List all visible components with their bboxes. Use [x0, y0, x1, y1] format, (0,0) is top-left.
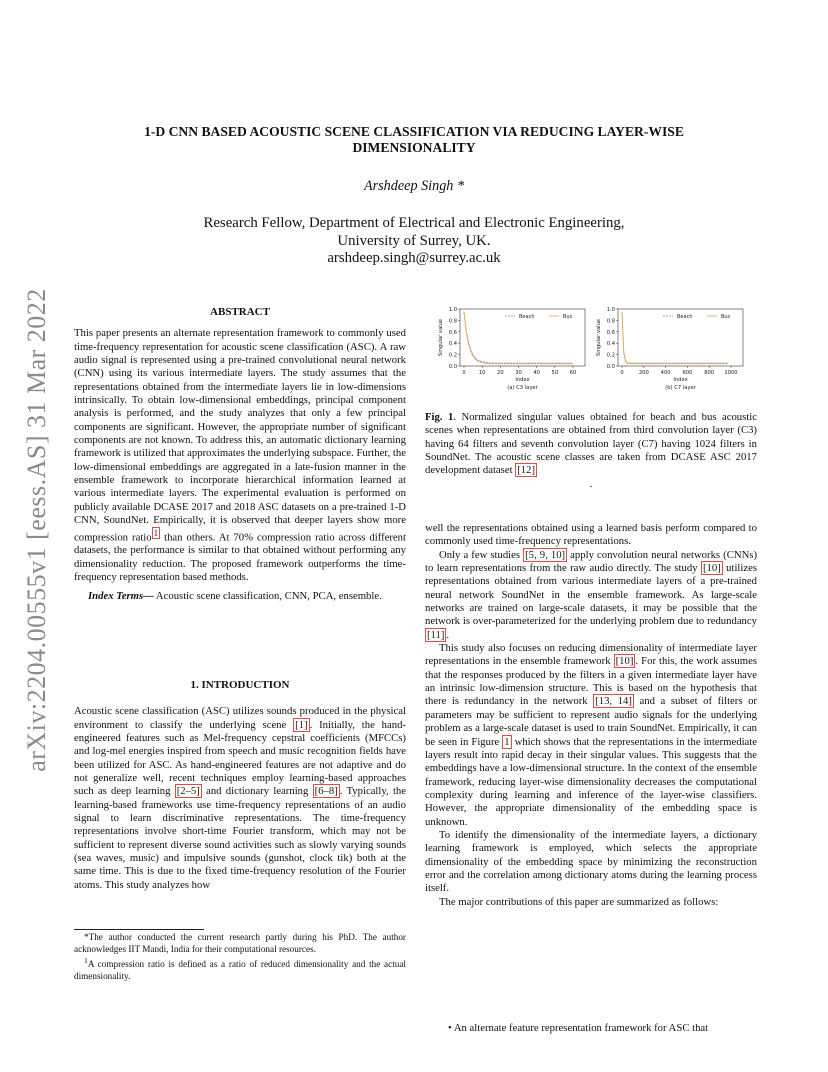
p2-text-a: This study also focuses on reducing dimensionality of intermediate layer representations in the ensemble framework — [425, 642, 757, 668]
figure-caption-text: . Normalized singular values obtained for beach and bus acoustic scenes when representations are obtained from third convolution layer (C3) having 64 filters and seventh convolution layer (C7) having 1024 filters in SoundNet. The acoustic scene classes are taken from DCASE ASC 2017 development dataset — [425, 411, 757, 477]
paper-title — [80, 124, 748, 156]
x-tick-label: 0 — [462, 370, 466, 376]
abstract-section — [74, 306, 406, 604]
figure-caption-dot: . — [589, 477, 593, 490]
citation-link[interactable]: [12] — [517, 464, 536, 477]
footnote-link-1[interactable]: 1 — [153, 527, 159, 538]
legend-label-bus: Bus — [721, 314, 731, 320]
right-column — [425, 522, 757, 909]
introduction-section — [74, 679, 406, 892]
title-line-1: 1-D CNN BASED ACOUSTIC SCENE CLASSIFICATION VIA REDUCING LAYER-WISE — [144, 124, 684, 139]
y-tick-label: 0.0 — [606, 364, 615, 370]
y-tick-label: 0.8 — [606, 318, 615, 325]
x-tick-label: 30 — [515, 370, 522, 376]
citation-link[interactable]: [6–8] — [314, 785, 338, 798]
x-tick-label: 0 — [620, 370, 624, 376]
series-beach-line — [622, 312, 728, 363]
index-terms-text: Acoustic scene classification, CNN, PCA, ensemble. — [153, 590, 382, 603]
index-terms — [74, 590, 406, 603]
x-tick-label: 60 — [569, 370, 577, 376]
y-tick-label: 0.0 — [448, 364, 457, 370]
intro-paragraph — [74, 705, 406, 892]
footnote-one-mark: 1 — [84, 956, 88, 965]
x-tick-label: 800 — [704, 370, 715, 376]
index-terms-label: Index Terms— — [88, 590, 154, 603]
citation-link[interactable]: [5, 9, 10] — [525, 548, 566, 561]
y-tick-label: 0.2 — [448, 352, 457, 359]
author-name: Arshdeep Singh * — [363, 178, 465, 194]
footnotes — [74, 932, 406, 982]
y-tick-label: 0.2 — [606, 352, 615, 359]
abstract-text-b: than others. At 70% compression ratio across different datasets, the performance is similar to that obtained without performing any dimensionality reduction. The proposed framework outperforms the time-frequency representation based methods. — [74, 531, 406, 584]
x-tick-label: 20 — [497, 370, 504, 376]
abstract-text — [74, 327, 406, 584]
x-tick-label: 10 — [478, 370, 486, 376]
title-line-2: DIMENSIONALITY — [352, 140, 476, 155]
series-bus-line — [464, 312, 573, 363]
intro-text-3: and dictionary learning — [201, 785, 313, 798]
figure-link[interactable]: 1 — [504, 735, 510, 748]
right-paragraph-3: To identify the dimensionality of the intermediate layers, a dictionary learning framework is employed, which selects the appropriate dimensionality of the embedding space by minimizing the reconstruction error and the correlation among dictionary atoms during the learning process itself. — [425, 828, 757, 895]
footnote-star: *The author conducted the current research partly during his PhD. The author acknowledges IIT Mandi, India for their computational resources. — [74, 932, 406, 954]
y-tick-label: 1.0 — [606, 307, 615, 313]
x-tick-label: 1000 — [724, 370, 738, 376]
figure-caption-label: Fig. 1 — [425, 411, 454, 423]
plot-caption: (b) C7 layer — [665, 385, 696, 391]
arxiv-sidebar-stamp — [17, 270, 57, 790]
affiliation — [80, 215, 748, 268]
legend-label-bus: Bus — [563, 314, 573, 320]
intro-text-2: . Initially, the hand-engineered features such as Mel-frequency cepstral coefficients (MFCCs) and log-mel energies inspired from speech and music recognition fields have been utilized for ASC. As hand-engineered features are not adaptive and do not generalize well, recent techniques employ learning-based approaches such as deep learning — [74, 718, 406, 798]
x-axis-label: Index — [515, 377, 530, 383]
y-tick-label: 0.6 — [448, 329, 457, 336]
y-axis-label: Singular value — [596, 318, 602, 357]
intro-text-4: . Typically, the learning-based frameworks use time-frequency representations of an audio signal to learn discriminative representations. The time-frequency representations involve short-time Fourier transform, which may not be sufficient to represent diverse sound activities such as slowly varying sounds (sea waves, music) and impulsive sounds (gunshot, clock tik) both at the same time. This is due to the fixed time-frequency resolution of the Fourier atoms. This study analyzes how — [74, 785, 406, 891]
citation-link[interactable]: [1] — [295, 718, 308, 731]
p2-text-b: . For this, the work assumes that the responses produced by the filters in a given intermediate layer have an intrinsic low-dimension structure. This is based on the hypothesis that there is redundancy in the network — [425, 655, 757, 708]
y-tick-label: 0.8 — [448, 318, 457, 325]
figure-1-plots — [425, 303, 763, 403]
legend-label-beach: Beach — [519, 314, 535, 320]
citation-link[interactable]: [13, 14] — [595, 695, 632, 708]
p2-text-d: which shows that the representations in the intermediate layers result into rapid decay in their singular values. This suggests that the embeddings have a low-dimensional structure. In the context of the ensemble framework, reducing layer-wise dimensionality decreases the computational complexity during learning and inference of the layer-wise classifiers. However, the appropriate dimensionality of the embedding space is unknown. — [425, 735, 757, 828]
series-bus-line — [622, 312, 728, 363]
figure-1-caption — [425, 411, 757, 491]
affiliation-line-2: University of Surrey, UK. — [337, 232, 491, 249]
p1-text-c: utilizes representations obtained from various intermediate layers of a pre-trained neural network SoundNet in the ensemble framework. As large-scale networks are trained on large-scale datasets, it may be possible that the network is over-parameterized for the underlying problem due to redundancy — [425, 562, 757, 628]
abstract-text-a: This paper presents an alternate representation framework to commonly used time-frequency representation for acoustic scene classification (ASC). A raw audio signal is represented using a pre-trained convolutional neural network (CNN) using its various intermediate layers. The study assumes that the representations obtained from the intermediate layers lie in low-dimensions intrinsically. To obtain low-dimensional embeddings, principal component analysis is performed, and the study analyzes that only a few principal components are significant. However, the appropriate number of significant components are not known. To address this, an automatic dictionary learning framework is utilized that approximates the underlying subspace. Further, the low-dimensional embeddings are aggregated in a late-fusion manner in the ensemble framework to incorporate hierarchical information learned at various intermediate layers. The experimental evaluation is performed on publicly available DCASE 2017 and 2018 ASC datasets on a pre-trained 1-D CNN, SoundNet. Empirically, it is observed that deeper layers show more compression ratio — [74, 327, 406, 544]
p2-text-c: and a subset of filters or parameters may be sufficient to represent audio signals for the underlying problem as a large-scale dataset is used to train SoundNet. Empirically, it can be seen in Figure — [425, 695, 757, 748]
y-axis-label: Singular value — [438, 318, 444, 357]
x-axis-label: Index — [673, 377, 688, 383]
x-tick-label: 50 — [551, 370, 559, 376]
footnote-one — [74, 955, 406, 982]
citation-link[interactable]: [10] — [615, 655, 634, 668]
x-tick-label: 200 — [638, 370, 649, 376]
legend-label-beach: Beach — [677, 314, 693, 320]
affiliation-line-1: Research Fellow, Department of Electrical and Electronic Engineering, — [203, 215, 625, 231]
x-tick-label: 400 — [660, 370, 671, 376]
right-paragraph-2 — [425, 642, 757, 829]
citation-link[interactable]: [10] — [702, 562, 721, 575]
author-email[interactable]: arshdeep.singh@surrey.ac.uk — [327, 250, 501, 266]
p1-text-d: . — [446, 628, 450, 641]
y-tick-label: 0.4 — [448, 341, 457, 348]
p1-text-a: Only a few studies — [439, 548, 524, 561]
x-tick-label: 600 — [682, 370, 693, 376]
footnote-rule — [74, 929, 204, 930]
arxiv-id: arXiv:2204.00555v1 [eess.AS] 31 Mar 2022 — [22, 288, 51, 772]
y-tick-label: 1.0 — [448, 307, 457, 313]
contribution-bullet: • An alternate feature representation framework for ASC that — [448, 1022, 709, 1034]
right-paragraph-4: The major contributions of this paper are summarized as follows: — [439, 895, 719, 908]
right-paragraph-1 — [425, 549, 757, 642]
figure-1 — [425, 303, 763, 403]
citation-link[interactable]: [2–5] — [176, 785, 200, 798]
p1-text-b: apply convolution neural networks (CNNs) to learn representations from the raw audio directly. The study — [425, 548, 757, 575]
plot-caption: (a) C3 layer — [507, 385, 538, 391]
y-tick-label: 0.4 — [606, 341, 615, 348]
abstract-heading: ABSTRACT — [210, 306, 270, 318]
citation-link[interactable]: [11] — [427, 628, 445, 641]
intro-heading: 1. INTRODUCTION — [190, 679, 290, 691]
y-tick-label: 0.6 — [606, 329, 615, 336]
x-tick-label: 40 — [533, 370, 540, 376]
footnote-one-text: A compression ratio is defined as a ratio of reduced dimensionality and the actual dimensionality. — [74, 959, 406, 981]
intro-text-1: Acoustic scene classification (ASC) utilizes sounds produced in the physical environment to classify the underlying scene — [74, 705, 406, 731]
right-paragraph-0: well the representations obtained using a learned basis perform compared to commonly used time-frequency representations. — [425, 522, 757, 548]
